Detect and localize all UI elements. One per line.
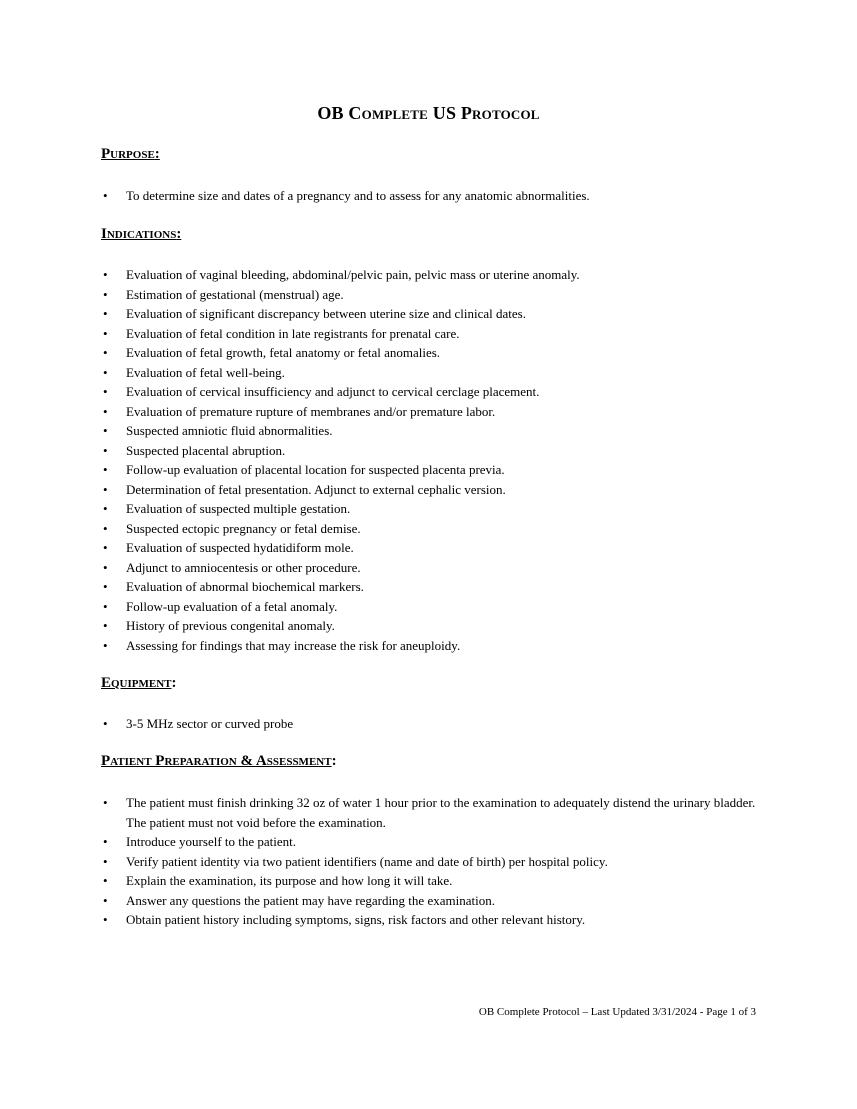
preparation-list: [101, 793, 771, 930]
equipment-heading-text: Equipment: [101, 675, 172, 691]
list-item: • Introduce yourself to the patient.: [101, 832, 771, 852]
purpose-list: [101, 186, 771, 206]
list-item: • Evaluation of fetal condition in late registrants for prenatal care.: [101, 324, 771, 344]
list-item: • Determination of fetal presentation. Adjunct to external cephalic version.: [101, 480, 771, 500]
list-item: • Estimation of gestational (menstrual) age.: [101, 285, 771, 305]
list-item: • Evaluation of significant discrepancy between uterine size and clinical dates.: [101, 304, 771, 324]
list-item: • Evaluation of fetal growth, fetal anatomy or fetal anomalies.: [101, 343, 771, 363]
list-item: • To determine size and dates of a pregnancy and to assess for any anatomic abnormalities.: [101, 186, 771, 206]
list-item: • Assessing for findings that may increase the risk for aneuploidy.: [101, 636, 771, 656]
list-item: • History of previous congenital anomaly.: [101, 616, 771, 636]
list-item: • Evaluation of suspected multiple gestation.: [101, 499, 771, 519]
list-item: • Adjunct to amniocentesis or other procedure.: [101, 558, 771, 578]
preparation-heading-colon: :: [331, 753, 337, 769]
preparation-heading-text: Patient Preparation & Assessment: [101, 753, 332, 769]
list-item: • Obtain patient history including symptoms, signs, risk factors and other relevant history.: [101, 910, 771, 930]
list-item: • Evaluation of premature rupture of membranes and/or premature labor.: [101, 402, 771, 422]
list-item: • Evaluation of suspected hydatidiform mole.: [101, 538, 771, 558]
list-item: • Explain the examination, its purpose and how long it will take.: [101, 871, 771, 891]
list-item: • Evaluation of fetal well-being.: [101, 363, 771, 383]
list-item: • 3-5 MHz sector or curved probe: [101, 714, 771, 734]
list-item: • Answer any questions the patient may have regarding the examination.: [101, 891, 771, 911]
equipment-heading: [101, 675, 177, 692]
list-item: • Follow-up evaluation of placental location for suspected placenta previa.: [101, 460, 771, 480]
list-item: • Suspected amniotic fluid abnormalities.: [101, 421, 771, 441]
indications-list: [101, 265, 771, 655]
list-item: • Evaluation of cervical insufficiency and adjunct to cervical cerclage placement.: [101, 382, 771, 402]
purpose-heading: [101, 146, 160, 163]
indications-heading: [101, 226, 181, 243]
list-item: • Suspected ectopic pregnancy or fetal demise.: [101, 519, 771, 539]
indications-heading-colon: :: [176, 226, 182, 242]
purpose-heading-text: Purpose: [101, 146, 155, 162]
equipment-heading-colon: :: [171, 675, 177, 691]
preparation-heading: [101, 753, 337, 770]
list-item: • Evaluation of vaginal bleeding, abdominal/pelvic pain, pelvic mass or uterine anomaly.: [101, 265, 771, 285]
purpose-heading-colon: :: [154, 146, 160, 162]
equipment-list: [101, 714, 771, 734]
indications-heading-text: Indications: [101, 226, 177, 242]
list-item: • The patient must finish drinking 32 oz of water 1 hour prior to the examination to adequately distend the urinary bladder. The patient must not void before the examination.: [101, 793, 771, 832]
list-item: • Evaluation of abnormal biochemical markers.: [101, 577, 771, 597]
list-item: • Follow-up evaluation of a fetal anomaly.: [101, 597, 771, 617]
list-item: • Verify patient identity via two patient identifiers (name and date of birth) per hospital policy.: [101, 852, 771, 872]
list-item: • Suspected placental abruption.: [101, 441, 771, 461]
document-title: OB Complete US Protocol: [317, 103, 540, 123]
page-footer: OB Complete Protocol – Last Updated 3/31/2024 - Page 1 of 3: [478, 1006, 756, 1018]
